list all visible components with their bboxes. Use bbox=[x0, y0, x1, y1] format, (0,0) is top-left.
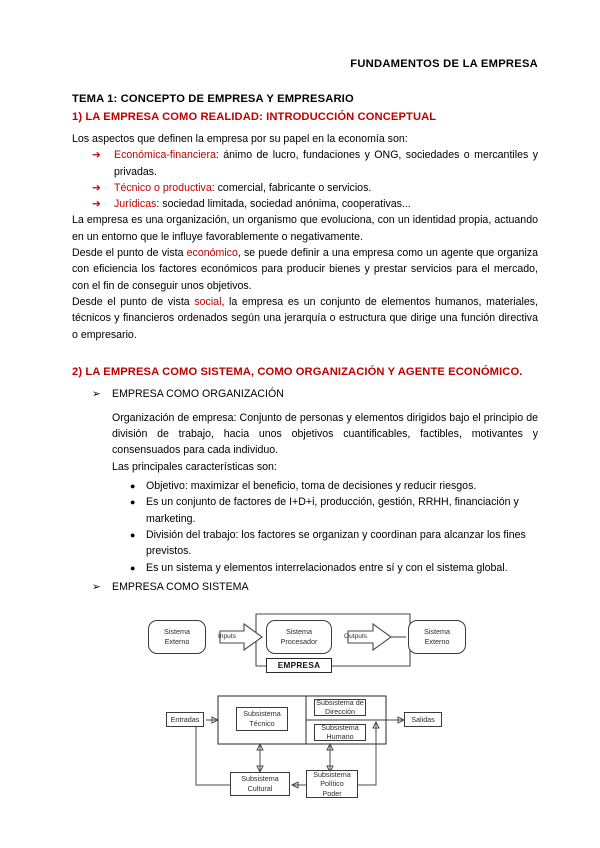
section-1-intro: Los aspectos que definen la empresa por su papel en la economía son: bbox=[72, 133, 408, 145]
para-social-pre: Desde el punto de vista bbox=[72, 295, 195, 308]
box-line: Subsistema bbox=[243, 709, 281, 719]
arrow-bullet-icon: ➔ bbox=[92, 181, 101, 194]
dot-bullet-icon: ● bbox=[130, 562, 136, 573]
dot-bullet-icon: ● bbox=[130, 481, 136, 492]
section-1-heading: 1) LA EMPRESA COMO REALIDAD: INTRODUCCIÓN CONCEPTUAL bbox=[72, 111, 437, 123]
box-line: Político bbox=[320, 779, 344, 789]
box-subsistema-tecnico bbox=[236, 707, 288, 731]
box-sistema-externo-right bbox=[408, 620, 466, 654]
box-line: Salidas bbox=[411, 714, 435, 724]
box-line: Subsistema bbox=[241, 774, 279, 784]
box-line: Humano bbox=[326, 732, 354, 742]
arrow-bullet-icon: ➔ bbox=[92, 198, 101, 211]
feature-text: División del trabajo: los factores se organizan y coordinan para alcanzar los fines previstos. bbox=[146, 528, 526, 558]
subsection-organizacion bbox=[92, 386, 538, 403]
subsection-title: EMPRESA COMO ORGANIZACIÓN bbox=[112, 387, 284, 400]
subsection-sistema bbox=[92, 579, 538, 596]
box-subsistema-politico bbox=[306, 770, 358, 798]
dot-bullet-icon: ● bbox=[130, 497, 136, 508]
para-social-term: social bbox=[194, 295, 222, 308]
box-line: Cultural bbox=[247, 783, 273, 793]
list-item bbox=[128, 527, 538, 560]
list-item bbox=[128, 560, 538, 576]
paragraph-economico bbox=[72, 245, 538, 294]
box-line: Subsistema bbox=[321, 722, 359, 732]
box-line: Entradas bbox=[170, 714, 200, 724]
features-intro: Las principales características son: bbox=[112, 460, 277, 473]
para-econ-post: , se puede definir a una empresa como un agente que organiza con eficiencia los factores económicos para producir bienes y prestar servicios para el mercado, con el fin de conseguir unos objetivos. bbox=[72, 247, 538, 292]
figure-2-svg bbox=[154, 692, 454, 802]
box-subsistema-humano bbox=[314, 724, 366, 741]
section-2-heading: 2) LA EMPRESA COMO SISTEMA, COMO ORGANIZACIÓN Y AGENTE ECONÓMICO. bbox=[72, 365, 523, 378]
box-line: Dirección bbox=[325, 707, 355, 717]
arrow-bullet-icon: ➔ bbox=[92, 149, 101, 162]
box-sistema-procesador bbox=[266, 620, 332, 654]
para-econ-pre: Desde el punto de vista bbox=[72, 247, 187, 260]
features-list bbox=[72, 478, 538, 576]
section-2-subsections bbox=[72, 386, 538, 403]
paragraph-social bbox=[72, 294, 538, 343]
box-empresa: EMPRESA bbox=[266, 658, 332, 673]
list-item bbox=[128, 494, 538, 527]
box-line: Sistema bbox=[286, 627, 312, 637]
document-header: FUNDAMENTOS DE LA EMPRESA bbox=[350, 58, 538, 70]
box-line: Subsistema de bbox=[316, 697, 364, 707]
aspect-rest: : comercial, fabricante o servicios. bbox=[211, 181, 372, 194]
figure-subsistemas-empresa bbox=[154, 692, 454, 802]
box-subsistema-direccion bbox=[314, 699, 366, 716]
box-sistema-externo-left bbox=[148, 620, 206, 654]
box-subsistema-cultural bbox=[230, 772, 290, 796]
label-inputs: Inputs bbox=[218, 632, 236, 640]
box-line: Externo bbox=[164, 636, 190, 646]
box-line: Poder bbox=[322, 788, 342, 798]
page-title: TEMA 1: CONCEPTO DE EMPRESA Y EMPRESARIO bbox=[72, 93, 354, 105]
list-item bbox=[128, 478, 538, 494]
aspects-list bbox=[72, 147, 538, 212]
chevron-bullet-icon: ➢ bbox=[92, 387, 101, 400]
aspect-term: Económica-financiera bbox=[114, 149, 216, 162]
box-entradas bbox=[166, 712, 204, 727]
box-line: Externo bbox=[424, 636, 450, 646]
box-salidas bbox=[404, 712, 442, 727]
feature-text: Es un sistema y elementos interrelacionados entre sí y con el sistema global. bbox=[146, 561, 508, 574]
box-line: Procesador bbox=[280, 636, 318, 646]
para-social-post: , la empresa es un conjunto de elementos humanos, materiales, técnicos y financieros ordenados según una jerarquía o estructura que dirige una función directiva o empresario. bbox=[72, 295, 538, 341]
feature-text: Es un conjunto de factores de I+D+i, producción, gestión, RRHH, financiación y marketing. bbox=[146, 496, 519, 525]
list-item bbox=[92, 196, 538, 212]
organizacion-body bbox=[72, 410, 538, 475]
aspect-term: Jurídicas bbox=[114, 198, 157, 211]
subsection-title: EMPRESA COMO SISTEMA bbox=[112, 580, 249, 593]
para-econ-term: económico bbox=[186, 247, 238, 260]
figure-sistema-empresa bbox=[148, 608, 468, 680]
label-outputs: Outputs bbox=[344, 632, 368, 640]
box-line: Sistema bbox=[424, 627, 450, 637]
aspect-term: Técnico o productiva bbox=[114, 181, 212, 194]
feature-text: Objetivo: maximizar el beneficio, toma de decisiones y reducir riesgos. bbox=[146, 480, 477, 493]
organizacion-definition: Organización de empresa: Conjunto de personas y elementos dirigidos bajo el principio de división de trabajo, hacia unos objetivos cuantificables, factibles, motivantes y consensuados para cada individuo. bbox=[112, 411, 538, 457]
box-line: Subsistema bbox=[313, 769, 351, 779]
box-line: Técnico bbox=[249, 718, 275, 728]
chevron-bullet-icon: ➢ bbox=[92, 580, 101, 593]
list-item bbox=[92, 180, 538, 196]
section-2-subsections-2 bbox=[72, 579, 538, 596]
box-line: Sistema bbox=[164, 627, 190, 637]
dot-bullet-icon: ● bbox=[130, 529, 136, 540]
aspect-rest: : ánimo de lucro, fundaciones y ONG, sociedades o mercantiles y privadas. bbox=[114, 149, 538, 178]
aspect-rest: : sociedad limitada, sociedad anónima, cooperativas... bbox=[156, 198, 411, 211]
paragraph-organizacion: La empresa es una organización, un organismo que evoluciona, con un identidad propia, actuando en un entorno que le influye favorablemente o negativamente. bbox=[72, 214, 538, 243]
list-item bbox=[92, 147, 538, 180]
